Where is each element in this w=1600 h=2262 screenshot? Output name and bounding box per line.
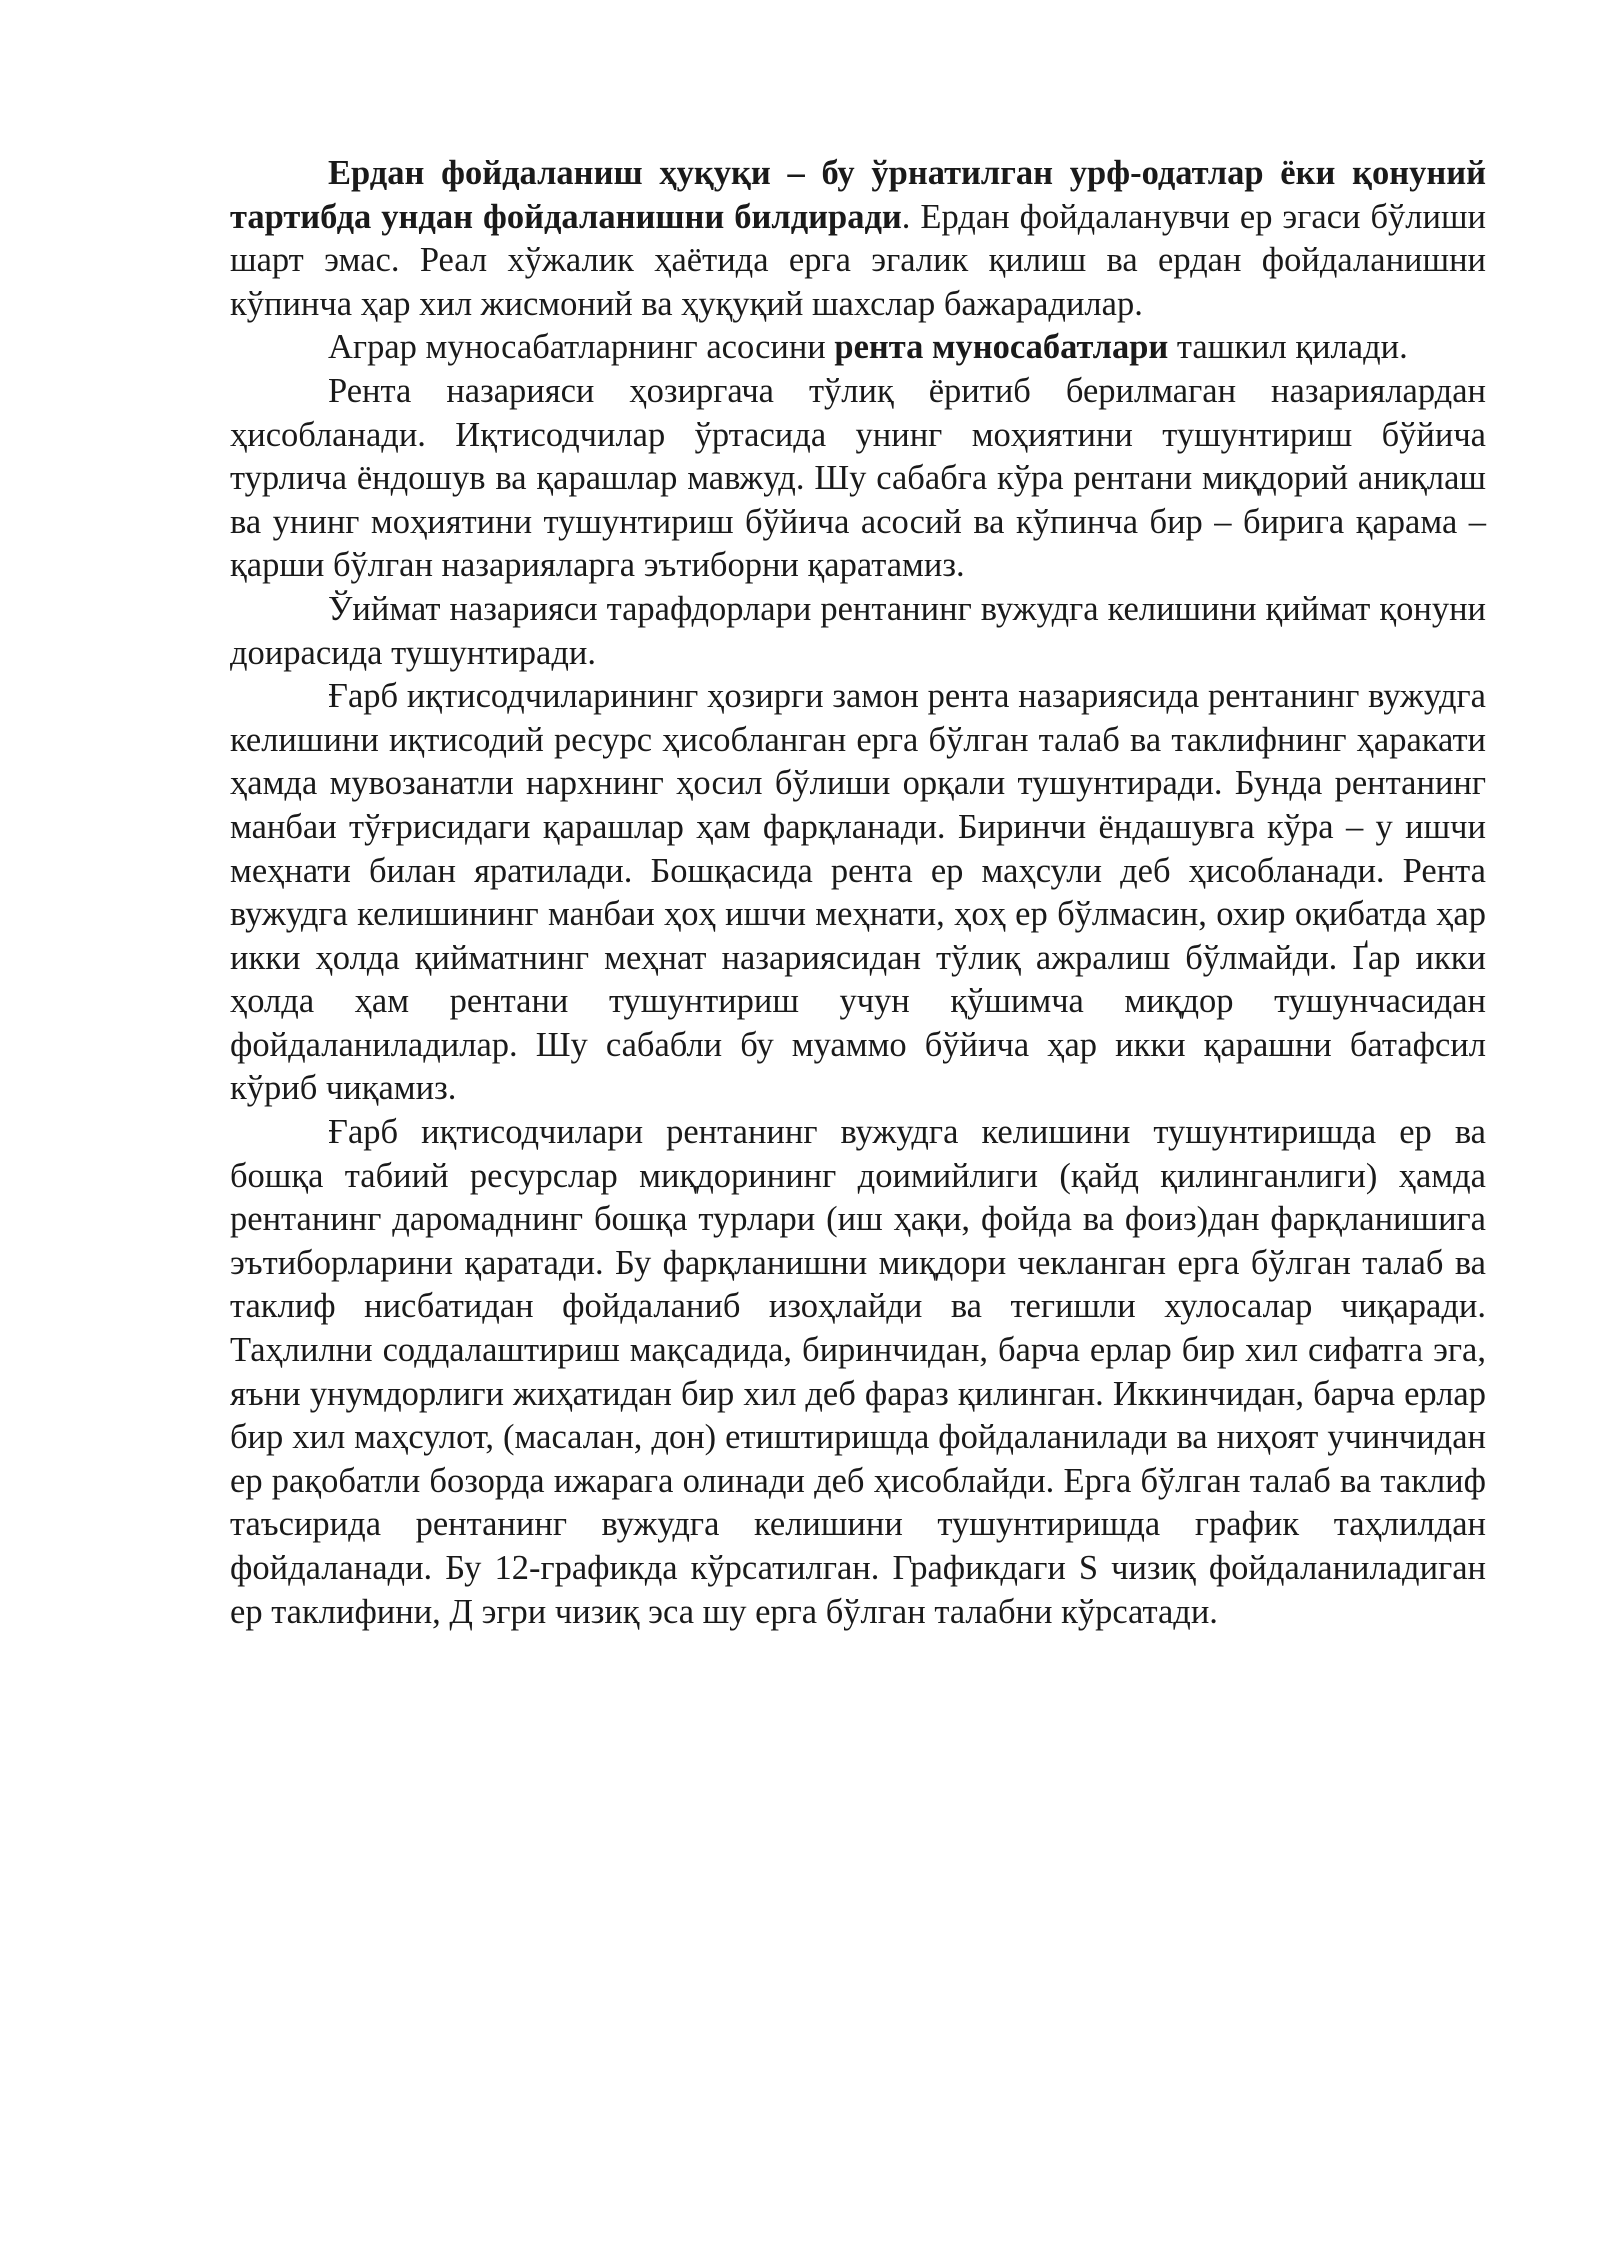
paragraph-text: ташкил қилади. [1168,328,1408,367]
bold-definition: Ердан фойдаланиш ҳуқуқи – бу ўрнатилган урф-одатлар ёки қонуний тартибда ундан фойдаланишни билдиради [230,154,1486,236]
paragraph-western-economists: Ғарб иқтисодчиларининг ҳозирги замон рента назариясида рентанинг вужудга келишини иқтисодий ресурс ҳисобланган ерга бўлган талаб ва таклифнинг ҳаракати ҳамда мувозанатли нархнинг ҳосил бўлиши орқали тушунтиради. Бунда рентанинг манбаи тўғрисидаги қарашлар ҳам фарқланади. Биринчи ёндашувга кўра – у ишчи меҳнати билан яратилади. Бошқасида рента ер маҳсули деб ҳисобланади. Рента вужудга келишининг манбаи ҳоҳ ишчи меҳнати, ҳоҳ ер бўлмасин, охир оқибатда ҳар икки ҳолда қийматнинг меҳнат назариясидан тўлиқ ажралиш бўлмайди. Ґар икки ҳолда ҳам рентани тушунтириш учун қўшимча миқдор тушунчасидан фойдаланиладилар. Шу сабабли бу муаммо бўйича ҳар икки қарашни батафсил кўриб чиқамиз. [230,677,1486,1108]
paragraph-agrarian-relations [230,326,1486,370]
paragraph-text: Аграр муносабатларнинг асосини [328,328,835,367]
paragraph-rent-theory: Рента назарияси ҳозиргача тўлиқ ёритиб берилмаган назариялардан ҳисобланади. Иқтисодчилар ўртасида унинг моҳиятини тушунтириш бўйича турлича ёндошув ва қарашлар мавжуд. Шу сабабга кўра рентани миқдорий аниқлаш ва унинг моҳиятини тушунтириш бўйича асосий ва кўпинча бир – бирига қарама – қарши бўлган назарияларга эътиборни қаратамиз. [230,371,1486,585]
bold-rent-relations: рента муносабатлари [834,328,1169,367]
paragraph-value-theory: Ўиймат назарияси тарафдорлари рентанинг вужудга келишини қиймат қонуни доирасида тушунтиради. [230,589,1486,672]
paragraph-supply-demand-analysis: Ғарб иқтисодчилари рентанинг вужудга келишини тушунтиришда ер ва бошқа табиий ресурслар миқдорининг доимийлиги (қайд қилинганлиги) ҳамда рентанинг даромаднинг бошқа турлари (иш ҳақи, фойда ва фоиз)дан фарқланишига эътиборларини қаратади. Бу фарқланишни миқдори чекланган ерга бўлган талаб ва таклиф нисбатидан фойдаланиб изоҳлайди ва тегишли хулосалар чиқаради. Таҳлилни соддалаштириш мақсадида, биринчидан, барча ерлар бир хил сифатга эга, яъни унумдорлиги жиҳатидан бир хил деб фараз қилинган. Иккинчидан, барча ерлар бир хил маҳсулот, (масалан, дон) етиштиришда фойдаланилади ва ниҳоят учинчидан ер рақобатли бозорда ижарага олинади деб ҳисоблайди. Ерга бўлган талаб ва таклиф таъсирида рентанинг вужудга келишини тушунтиришда график таҳлилдан фойдаланади. Бу 12-графикда кўрсатилган. Графикдаги S чизиқ фойдаланиладиган ер таклифини, Д эгри чизиқ эса шу ерга бўлган талабни кўрсатади. [230,1113,1486,1631]
paragraph-land-use-right [230,152,1486,326]
document-body [230,152,1486,1634]
paragraph-text: . Ердан фойдаланувчи ер эгаси бўлиши шарт эмас. Реал хўжалик ҳаётида ерга эгалик қилиш ва ердан фойдаланишни кўпинча ҳар хил жисмоний ва ҳуқуқий шахслар бажарадилар. [230,197,1486,323]
